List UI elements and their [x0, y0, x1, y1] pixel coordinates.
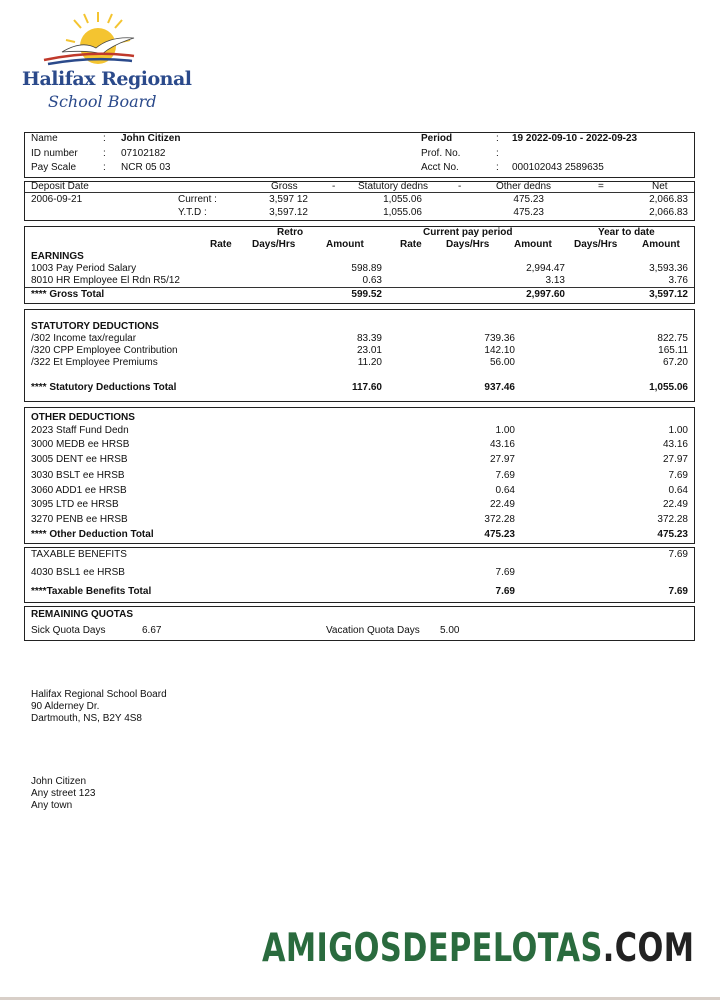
equals-sign: =: [598, 181, 604, 192]
deposit-label: Deposit Date: [31, 181, 89, 192]
watermark-main: AMIGOSDEPELOTAS: [261, 926, 603, 971]
current-net: 2,066.83: [649, 194, 688, 205]
earnings-row-retro: 598.89: [351, 263, 382, 274]
taxable-total-label: ****Taxable Benefits Total: [31, 586, 152, 597]
other-total-label: **** Other Deduction Total: [31, 529, 154, 540]
other-row-current: 7.69: [495, 470, 515, 481]
gross-header: Gross: [271, 181, 298, 192]
prof-label: Prof. No.: [421, 148, 461, 159]
watermark-brand: [262, 926, 694, 971]
ytd-gross: 3,597.12: [269, 207, 308, 218]
statutory-total-ytd: 1,055.06: [649, 382, 688, 393]
acct-label: Acct No.: [421, 162, 459, 173]
other-row-current: 372.28: [484, 514, 515, 525]
statutory-row-retro: 23.01: [356, 345, 382, 356]
other-row-current: 22.49: [489, 499, 515, 510]
other-row-current: 1.00: [495, 425, 515, 436]
current-gross: 3,597 12: [269, 194, 308, 205]
other-row-label: 3005 DENT ee HRSB: [31, 454, 128, 465]
current-pay-col-header: Current pay period: [423, 227, 513, 238]
statutory-row-retro: 83.39: [356, 333, 382, 344]
school-board-logo: [22, 10, 192, 118]
employee-address-line: John Citizen: [31, 776, 87, 787]
ytd-col-header: Year to date: [598, 227, 655, 238]
statutory-total-retro: 117.60: [351, 382, 382, 393]
other-row-ytd: 1.00: [668, 425, 688, 436]
other-row-ytd: 372.28: [657, 514, 688, 525]
retro-col-header: Retro: [277, 227, 304, 238]
earnings-row-ytd: 3.76: [668, 275, 688, 286]
ytd-net: 2,066.83: [649, 207, 688, 218]
statutory-total-current: 937.46: [484, 382, 515, 393]
sick-quota-label: Sick Quota Days: [31, 625, 106, 636]
earnings-title: EARNINGS: [31, 251, 84, 262]
minus-sign-1: -: [332, 181, 336, 192]
employer-address-line: Halifax Regional School Board: [31, 689, 167, 700]
current-label: Current :: [178, 194, 217, 205]
retro-days-header: Days/Hrs: [252, 239, 296, 250]
other-row-current: 43.16: [489, 439, 515, 450]
name-colon: :: [103, 133, 106, 144]
id-colon: :: [103, 148, 106, 159]
other-title: OTHER DEDUCTIONS: [31, 412, 135, 423]
acct-colon: :: [496, 162, 499, 173]
statutory-header: Statutory dedns: [358, 181, 429, 192]
logo-line-2: School Board: [48, 92, 157, 111]
employer-address-line: 90 Alderney Dr.: [31, 701, 100, 712]
earnings-row-retro: 0.63: [362, 275, 382, 286]
period-value: 19 2022-09-10 - 2022-09-23: [512, 133, 638, 144]
other-row-current: 0.64: [495, 485, 515, 496]
other-row-label: 3030 BSLT ee HRSB: [31, 470, 125, 481]
other-total-current: 475.23: [484, 529, 515, 540]
employee-address-line: Any town: [31, 800, 73, 811]
acct-value: 000102043 2589635: [512, 162, 604, 173]
name-label: Name: [31, 133, 58, 144]
statutory-row-label: /322 Et Employee Premiums: [31, 357, 158, 368]
earnings-row-ytd: 3,593.36: [649, 263, 688, 274]
period-label: Period: [421, 133, 453, 144]
scale-label: Pay Scale: [31, 162, 77, 173]
cur-days-header: Days/Hrs: [446, 239, 490, 250]
other-row-ytd: 27.97: [662, 454, 688, 465]
taxable-row-current: 7.69: [495, 567, 515, 578]
gross-total-ytd: 3,597.12: [649, 289, 688, 300]
other-row-label: 2023 Staff Fund Dedn: [31, 425, 129, 436]
other-row-label: 3095 LTD ee HRSB: [31, 499, 119, 510]
scale-colon: :: [103, 162, 106, 173]
ytd-label: Y.T.D :: [178, 207, 207, 218]
current-other: 475.23: [513, 194, 544, 205]
earnings-row-label: 1003 Pay Period Salary: [31, 263, 137, 274]
taxable-row-label: 4030 BSL1 ee HRSB: [31, 567, 125, 578]
earnings-row-current: 2,994.47: [526, 263, 565, 274]
other-row-ytd: 0.64: [668, 485, 688, 496]
name-value: John Citizen: [121, 133, 181, 144]
vacation-quota-label: Vacation Quota Days: [326, 625, 420, 636]
statutory-row-current: 739.36: [484, 333, 515, 344]
other-header: Other dedns: [496, 181, 552, 192]
period-colon: :: [496, 133, 499, 144]
ytd-days-header: Days/Hrs: [574, 239, 618, 250]
other-row-ytd: 43.16: [662, 439, 688, 450]
vacation-quota-value: 5.00: [440, 625, 460, 636]
net-header: Net: [652, 181, 668, 192]
quotas-title: REMAINING QUOTAS: [31, 609, 134, 620]
earnings-row-label: 8010 HR Employee El Rdn R5/12: [31, 275, 180, 286]
current-statutory: 1,055.06: [383, 194, 422, 205]
other-row-label: 3000 MEDB ee HRSB: [31, 439, 130, 450]
minus-sign-2: -: [458, 181, 462, 192]
statutory-row-label: /302 Income tax/regular: [31, 333, 137, 344]
ytd-other: 475.23: [513, 207, 544, 218]
sick-quota-value: 6.67: [142, 625, 162, 636]
employer-address-line: Dartmouth, NS, B2Y 4S8: [31, 713, 142, 724]
deposit-value: 2006-09-21: [31, 194, 83, 205]
gross-total-retro: 599.52: [351, 289, 382, 300]
taxable-total-ytd: 7.69: [668, 586, 688, 597]
cur-rate-header: Rate: [400, 239, 422, 250]
scale-value: NCR 05 03: [121, 162, 171, 173]
statutory-row-ytd: 822.75: [657, 333, 688, 344]
watermark-dot: .: [602, 926, 615, 971]
summary-divider: [25, 192, 694, 193]
ytd-statutory: 1,055.06: [383, 207, 422, 218]
statutory-row-ytd: 165.11: [658, 345, 688, 356]
taxable-total-current: 7.69: [495, 586, 515, 597]
prof-colon: :: [496, 148, 499, 159]
other-row-ytd: 7.69: [668, 470, 688, 481]
earnings-row-current: 3.13: [545, 275, 565, 286]
taxable-title-ytd: 7.69: [668, 549, 688, 560]
other-row-label: 3270 PENB ee HRSB: [31, 514, 128, 525]
statutory-row-label: /320 CPP Employee Contribution: [31, 345, 178, 356]
statutory-row-current: 142.10: [484, 345, 515, 356]
earnings-total-divider: [25, 287, 694, 288]
logo-line-1: Halifax Regional: [22, 68, 192, 90]
id-label: ID number: [31, 148, 78, 159]
statutory-row-current: 56.00: [489, 357, 515, 368]
statutory-total-label: **** Statutory Deductions Total: [31, 382, 177, 393]
watermark-tld: COM: [614, 926, 694, 971]
statutory-row-ytd: 67.20: [662, 357, 688, 368]
gross-total-label: **** Gross Total: [31, 289, 105, 300]
employee-address-line: Any street 123: [31, 788, 96, 799]
cur-amount-header: Amount: [514, 239, 552, 250]
ytd-amount-header: Amount: [642, 239, 680, 250]
retro-rate-header: Rate: [210, 239, 232, 250]
gross-total-current: 2,997.60: [526, 289, 565, 300]
statutory-row-retro: 11.20: [357, 357, 382, 368]
retro-amount-header: Amount: [326, 239, 364, 250]
statutory-title: STATUTORY DEDUCTIONS: [31, 321, 159, 332]
other-row-current: 27.97: [489, 454, 515, 465]
other-row-label: 3060 ADD1 ee HRSB: [31, 485, 127, 496]
taxable-title: TAXABLE BENEFITS: [31, 549, 127, 560]
other-row-ytd: 22.49: [662, 499, 688, 510]
id-value: 07102182: [121, 148, 166, 159]
other-total-ytd: 475.23: [657, 529, 688, 540]
